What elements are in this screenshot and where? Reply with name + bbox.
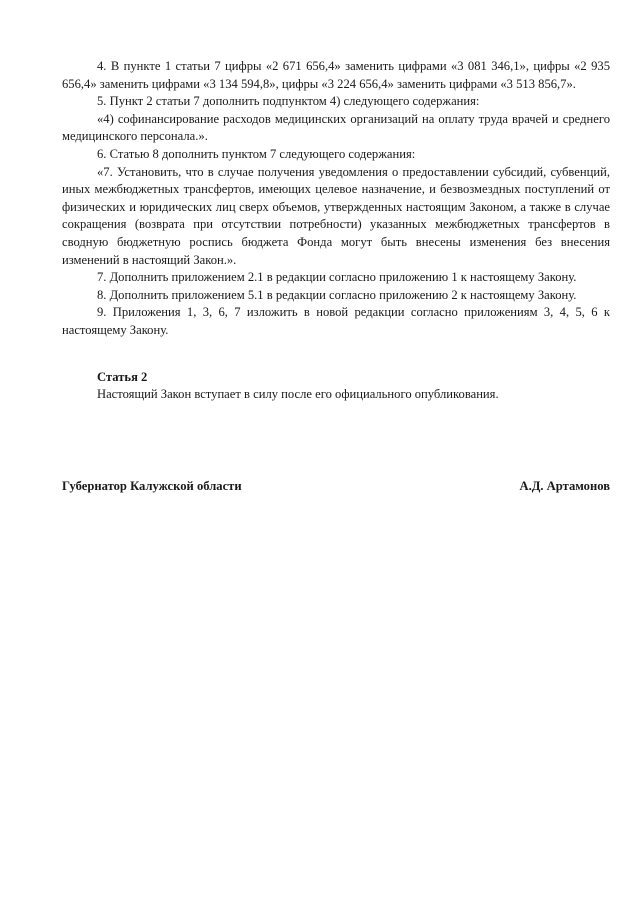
document-body: [62, 58, 610, 404]
paragraph-subitem-7: «7. Установить, что в случае получения уведомления о предоставлении субсидий, субвенций, иных межбюджетных трансфертов, имеющих целевое назначение, и безвозмездных поступлений от физических и юридических лиц сверх объемов, утвержденных настоящим Законом, а также в случае сокращения (возврата при отсутствии потребности) указанных межбюджетных трансфертов в сводную бюджетную роспись бюджета Фонда могут быть внесены изменения без внесения изменений в настоящий Закон.».: [62, 164, 610, 267]
paragraph-item-8: 8. Дополнить приложением 5.1 в редакции согласно приложению 2 к настоящему Закону.: [97, 287, 577, 302]
paragraph-subitem-4: «4) софинансирование расходов медицинских организаций на оплату труда врачей и среднего медицинского персонала.».: [62, 111, 610, 144]
signatory-name: А.Д. Артамонов: [519, 479, 610, 493]
paragraph-item-4: 4. В пункте 1 статьи 7 цифры «2 671 656,4» заменить цифрами «3 081 346,1», цифры «2 935 656,4» заменить цифрами «3 134 594,8», цифры «3 224 656,4» заменить цифрами «3 513 856,7».: [62, 59, 610, 91]
paragraph-item-6: 6. Статью 8 дополнить пунктом 7 следующего содержания:: [97, 146, 416, 161]
signatory-role: Губернатор Калужской области: [62, 479, 242, 493]
paragraph-item-5: 5. Пункт 2 статьи 7 дополнить подпунктом 4) следующего содержания:: [97, 94, 480, 109]
signature-block: [62, 479, 610, 499]
article-title: Статья 2: [97, 369, 148, 384]
paragraph-item-7: 7. Дополнить приложением 2.1 в редакции согласно приложению 1 к настоящему Закону.: [97, 270, 577, 285]
article-2: [62, 369, 610, 404]
article-text: Настоящий Закон вступает в силу после его официального опубликования.: [97, 387, 499, 402]
paragraph-item-9: 9. Приложения 1, 3, 6, 7 изложить в новой редакции согласно приложениям 3, 4, 5, 6 к настоящему Закону.: [62, 305, 610, 337]
